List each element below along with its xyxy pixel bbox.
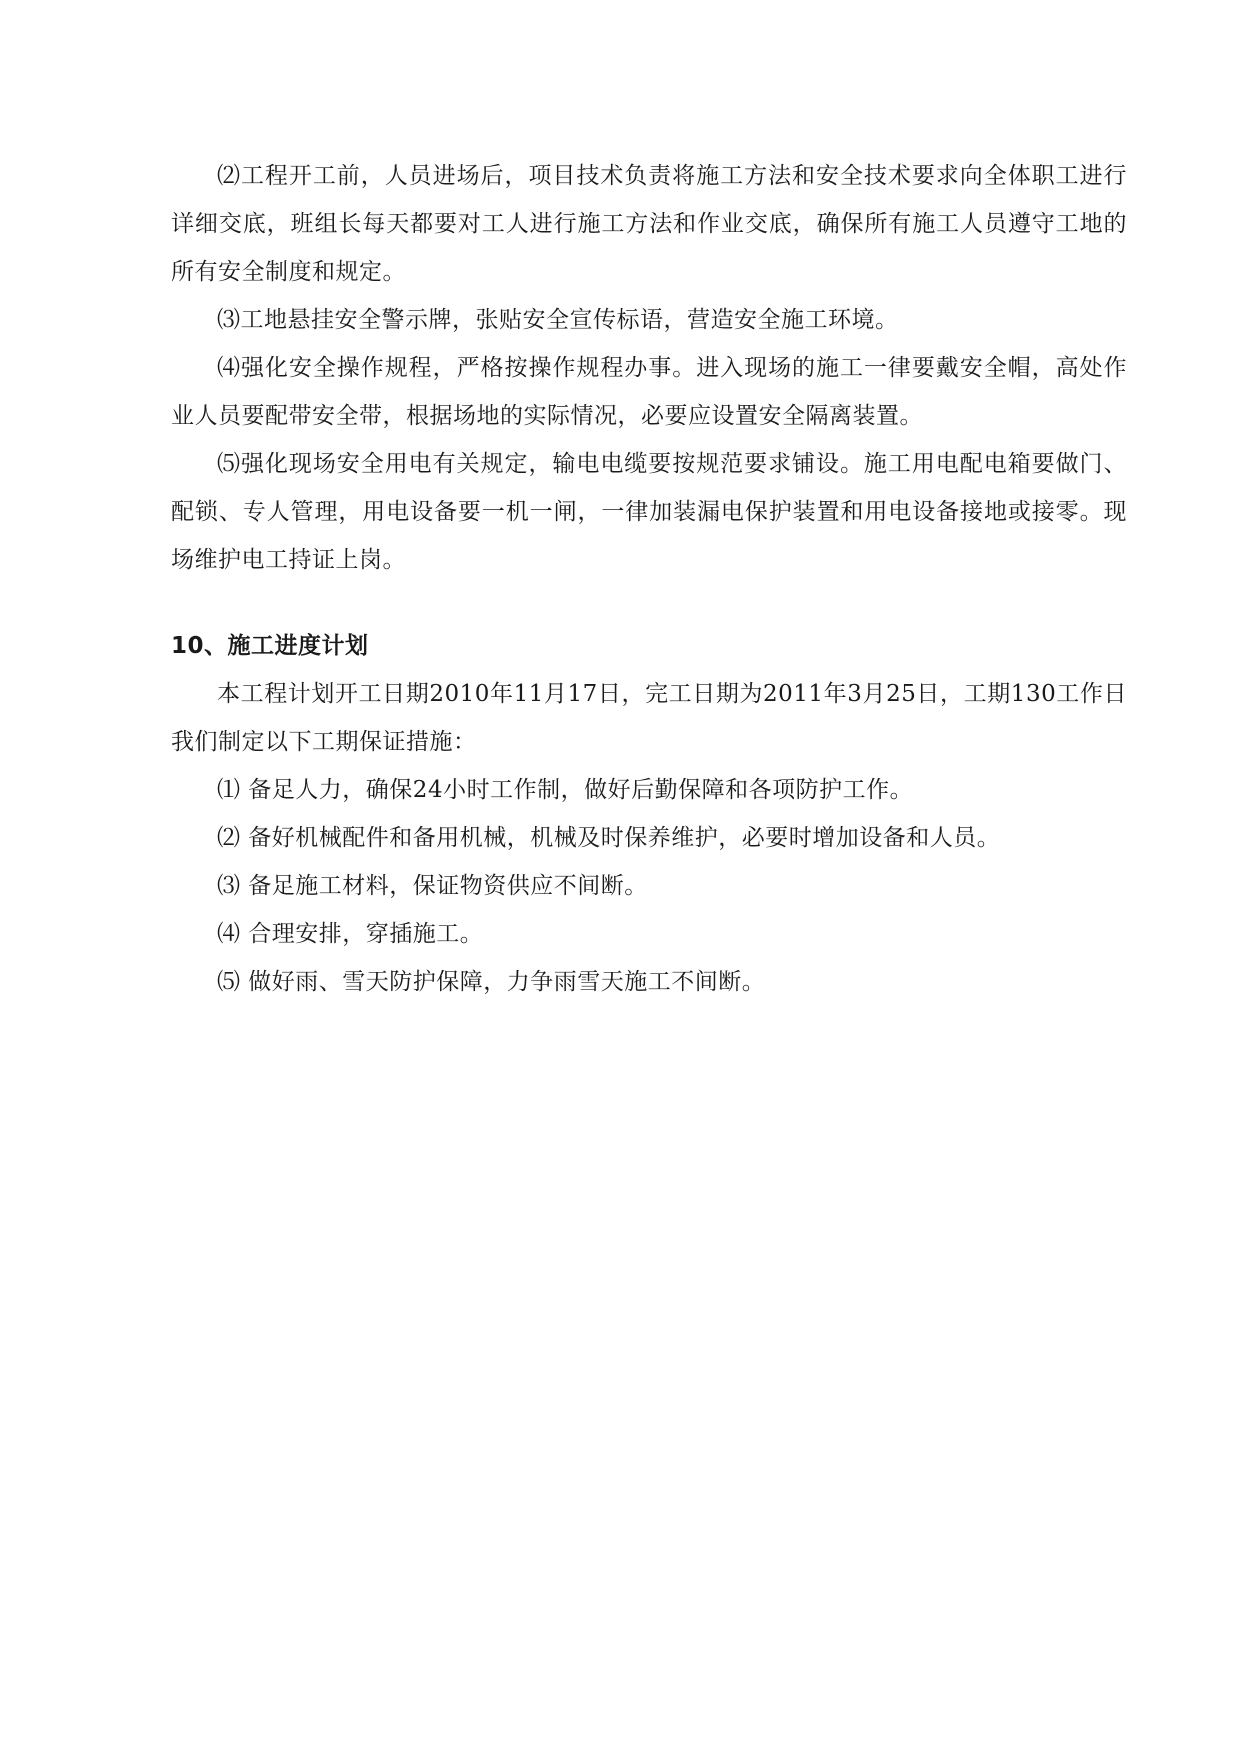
paragraph-item-5: ⑸强化现场安全用电有关规定，输电电缆要按规范要求铺设。施工用电配电箱要做门、配锁、专人管理，用电设备要一机一闸，一律加装漏电保护装置和用电设备接地或接零。现场维护电工持证上岗。 — [171, 451, 1127, 573]
paragraph-item-3: ⑶工地悬挂安全警示牌，张贴安全宣传标语，营造安全施工环境。 — [217, 307, 899, 333]
schedule-item-5: ⑸ 做好雨、雪天防护保障，力争雨雪天施工不间断。 — [217, 969, 766, 995]
schedule-item-2: ⑵ 备好机械配件和备用机械，机械及时保养维护，必要时增加设备和人员。 — [217, 825, 1001, 851]
schedule-item-1: ⑴ 备足人力，确保24小时工作制，做好后勤保障和各项防护工作。 — [217, 777, 914, 803]
schedule-item-3: ⑶ 备足施工材料，保证物资供应不间断。 — [217, 873, 648, 899]
section-intro: 本工程计划开工日期2010年11月17日，完工日期为2011年3月25日，工期130工作日我们制定以下工期保证措施： — [171, 681, 1127, 755]
document-page — [171, 152, 1127, 1006]
paragraph-item-4: ⑷强化安全操作规程，严格按操作规程办事。进入现场的施工一律要戴安全帽，高处作业人员要配带安全带，根据场地的实际情况，必要应设置安全隔离装置。 — [171, 355, 1127, 429]
paragraph-item-2: ⑵工程开工前，人员进场后，项目技术负责将施工方法和安全技术要求向全体职工进行详细交底，班组长每天都要对工人进行施工方法和作业交底，确保所有施工人员遵守工地的所有安全制度和规定。 — [171, 163, 1127, 285]
section-heading: 10、施工进度计划 — [171, 633, 369, 659]
section-spacer — [171, 584, 1127, 622]
schedule-item-4: ⑷ 合理安排，穿插施工。 — [217, 921, 484, 947]
